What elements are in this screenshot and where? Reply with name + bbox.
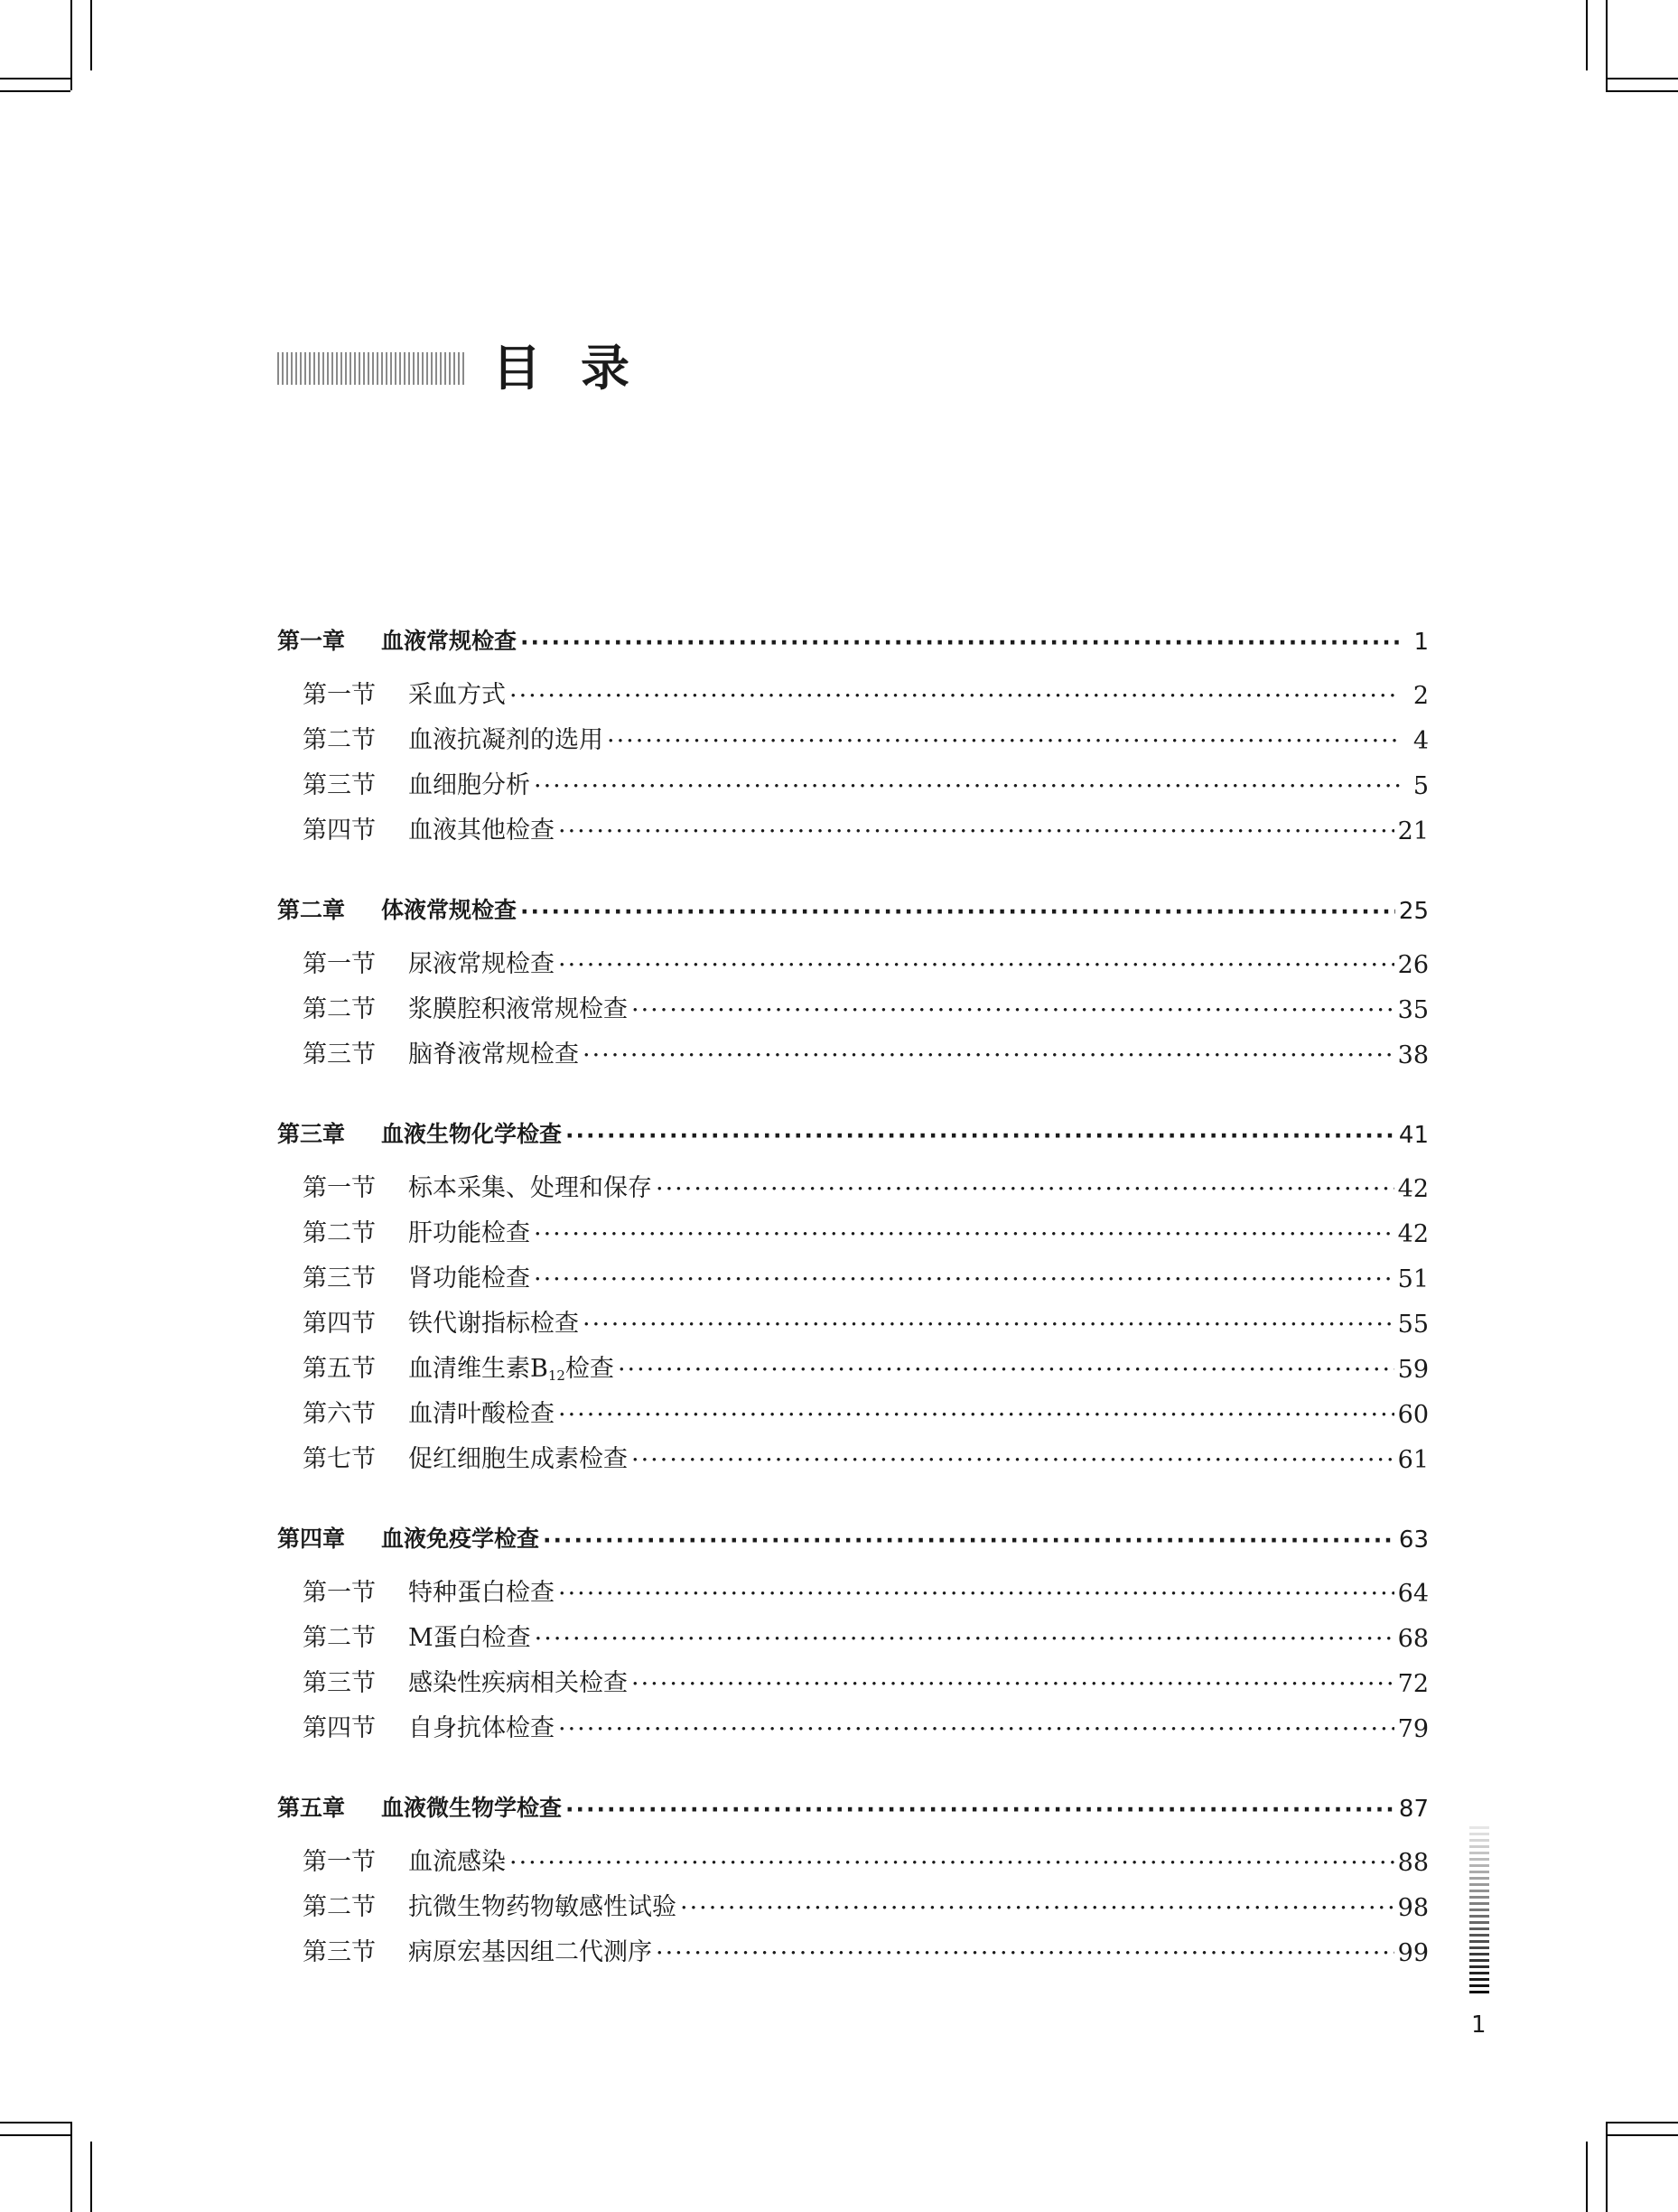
section-number: 第一节 xyxy=(303,1579,376,1607)
section-entry[interactable] xyxy=(277,1563,1429,1608)
chapter-entry[interactable] xyxy=(277,1510,1429,1554)
section-title xyxy=(408,720,603,755)
section-number: 第二节 xyxy=(303,1893,376,1921)
crop-mark xyxy=(1606,78,1678,79)
section-number: 第二节 xyxy=(303,1624,376,1652)
side-bar-line xyxy=(1469,1826,1489,1829)
section-entry[interactable] xyxy=(277,1339,1429,1384)
crop-mark xyxy=(1606,2122,1678,2123)
section-entry[interactable] xyxy=(277,755,1429,800)
section-page: 99 xyxy=(1397,1939,1429,1967)
section-entry[interactable] xyxy=(277,665,1429,710)
side-bar-line xyxy=(1469,1902,1489,1905)
chapter-title: 血液常规检查 xyxy=(381,628,517,654)
side-bar-line xyxy=(1469,1833,1489,1835)
chapter-entry[interactable] xyxy=(277,882,1429,925)
leader-dots xyxy=(583,1041,1394,1069)
section-number: 第三节 xyxy=(303,1265,376,1293)
section-page: 64 xyxy=(1397,1580,1429,1608)
section-number: 第六节 xyxy=(303,1400,376,1428)
section-page: 79 xyxy=(1397,1715,1429,1743)
crop-mark xyxy=(0,2134,70,2136)
chapter-block xyxy=(277,1106,1429,1474)
crop-mark xyxy=(0,78,70,79)
side-bar-line xyxy=(1469,1915,1489,1918)
section-entry[interactable] xyxy=(277,934,1429,979)
section-entry[interactable] xyxy=(277,979,1429,1024)
section-entry[interactable] xyxy=(277,1877,1429,1922)
leader-dots xyxy=(558,1714,1394,1743)
section-entry[interactable] xyxy=(277,1384,1429,1429)
section-number: 第二节 xyxy=(303,1219,376,1247)
section-title xyxy=(408,1168,652,1203)
crop-mark xyxy=(0,90,70,92)
leader-dots xyxy=(631,995,1394,1024)
leader-dots xyxy=(583,1310,1394,1339)
chapter-entry[interactable] xyxy=(277,1779,1429,1823)
section-page: 38 xyxy=(1397,1041,1429,1069)
section-page: 72 xyxy=(1397,1670,1429,1698)
crop-mark xyxy=(90,0,92,70)
section-number: 第一节 xyxy=(303,950,376,978)
section-number: 第四节 xyxy=(303,817,376,845)
section-title-text: 特种蛋白检查 xyxy=(408,1579,555,1607)
side-bar-line xyxy=(1469,1921,1489,1924)
section-number: 第三节 xyxy=(303,1041,376,1069)
section-page: 42 xyxy=(1397,1175,1429,1203)
section-title xyxy=(408,1573,555,1608)
leader-dots xyxy=(607,726,1400,755)
section-title-text: 自身抗体检查 xyxy=(408,1714,555,1742)
section-entry[interactable] xyxy=(277,800,1429,845)
section-page: 61 xyxy=(1397,1446,1429,1474)
leader-dots xyxy=(543,1526,1395,1554)
crop-mark xyxy=(1606,2134,1678,2136)
side-bar-line xyxy=(1469,1871,1489,1873)
leader-dots xyxy=(558,1579,1394,1608)
table-of-contents xyxy=(277,612,1429,2003)
section-page: 21 xyxy=(1397,817,1429,845)
section-number: 第三节 xyxy=(303,771,376,799)
section-page: 88 xyxy=(1397,1849,1429,1877)
section-title xyxy=(408,810,555,845)
side-bar-line xyxy=(1469,1896,1489,1899)
leader-dots xyxy=(534,1265,1394,1293)
section-title-text: 感染性疾病相关检查 xyxy=(408,1669,628,1697)
crop-mark xyxy=(1606,2122,1608,2212)
chapter-page: 1 xyxy=(1413,629,1429,656)
section-title-text: 促红细胞生成素检查 xyxy=(408,1445,628,1473)
title-stripe-decoration xyxy=(277,352,467,385)
leader-dots xyxy=(618,1355,1394,1384)
side-bar-line xyxy=(1469,1839,1489,1842)
leader-dots xyxy=(558,950,1394,979)
leader-dots xyxy=(509,1848,1394,1877)
leader-dots xyxy=(656,1174,1394,1203)
leader-dots xyxy=(520,898,1395,925)
section-entry[interactable] xyxy=(277,1922,1429,1967)
section-entry[interactable] xyxy=(277,1293,1429,1339)
section-number: 第一节 xyxy=(303,1174,376,1202)
section-title xyxy=(408,675,506,710)
section-page: 2 xyxy=(1412,682,1429,710)
section-page: 68 xyxy=(1397,1625,1429,1653)
side-bar-line xyxy=(1469,1940,1489,1943)
leader-dots xyxy=(565,1796,1395,1823)
section-title xyxy=(408,765,530,800)
section-entry[interactable] xyxy=(277,1024,1429,1069)
section-title-text: 病原宏基因组二代测序 xyxy=(408,1938,652,1966)
section-entry[interactable] xyxy=(277,710,1429,755)
chapter-number: 第四章 xyxy=(277,1526,346,1552)
section-number: 第一节 xyxy=(303,681,376,709)
chapter-page: 87 xyxy=(1398,1796,1429,1823)
side-bar-line xyxy=(1469,1984,1489,1987)
section-title-text: 肝功能检查 xyxy=(408,1219,530,1247)
section-title-text: M蛋白检查 xyxy=(408,1624,531,1652)
side-bar-line xyxy=(1469,1877,1489,1880)
section-title xyxy=(408,1708,555,1743)
section-entry[interactable] xyxy=(277,1832,1429,1877)
section-number: 第二节 xyxy=(303,995,376,1023)
section-title-text: 标本采集、处理和保存 xyxy=(408,1174,652,1202)
leader-dots xyxy=(631,1669,1394,1698)
section-number: 第七节 xyxy=(303,1445,376,1473)
leader-dots xyxy=(565,1122,1395,1149)
side-bar-line xyxy=(1469,1959,1489,1962)
section-title-text: 浆膜腔积液常规检查 xyxy=(408,995,628,1023)
section-entry[interactable] xyxy=(277,1158,1429,1203)
leader-dots xyxy=(631,1445,1394,1474)
chapter-number: 第一章 xyxy=(277,628,346,654)
chapter-number: 第二章 xyxy=(277,897,346,923)
section-title-text: 血流感染 xyxy=(408,1848,506,1876)
section-title xyxy=(408,1349,614,1384)
section-number: 第四节 xyxy=(303,1310,376,1338)
chapter-page: 41 xyxy=(1398,1122,1429,1149)
chapter-title: 血液微生物学检查 xyxy=(381,1795,563,1821)
section-title xyxy=(408,1887,676,1922)
chapter-title: 体液常规检查 xyxy=(381,897,517,923)
section-title-text: 血液抗凝剂的选用 xyxy=(408,726,603,754)
crop-mark xyxy=(70,0,72,90)
section-title-suffix: 检查 xyxy=(564,1355,614,1383)
section-page: 55 xyxy=(1397,1311,1429,1339)
section-number: 第三节 xyxy=(303,1938,376,1966)
crop-mark xyxy=(1606,90,1678,92)
side-bar-line xyxy=(1469,1972,1489,1974)
section-page: 42 xyxy=(1397,1220,1429,1248)
section-title xyxy=(408,1663,628,1698)
section-title-text: 血细胞分析 xyxy=(408,771,530,799)
section-entry[interactable] xyxy=(277,1653,1429,1698)
leader-dots xyxy=(558,1400,1394,1429)
chapter-block xyxy=(277,612,1429,845)
section-title-text: 血液其他检查 xyxy=(408,817,555,845)
section-page: 35 xyxy=(1397,996,1429,1024)
side-bar-line xyxy=(1469,1946,1489,1949)
chapter-entry[interactable] xyxy=(277,612,1429,656)
section-title-subscript: 12 xyxy=(547,1367,565,1384)
crop-mark xyxy=(1586,2142,1588,2212)
leader-dots xyxy=(680,1893,1394,1922)
section-title xyxy=(408,944,555,979)
leader-dots xyxy=(509,681,1400,710)
section-title xyxy=(408,1213,530,1248)
side-bar-line xyxy=(1469,1858,1489,1861)
section-number: 第二节 xyxy=(303,726,376,754)
chapter-block xyxy=(277,1779,1429,1967)
chapter-number: 第五章 xyxy=(277,1795,346,1821)
section-page: 98 xyxy=(1397,1894,1429,1922)
section-title-text: 尿液常规检查 xyxy=(408,950,555,978)
section-number: 第一节 xyxy=(303,1848,376,1876)
section-title-text: 血清叶酸检查 xyxy=(408,1400,555,1428)
section-number: 第五节 xyxy=(303,1355,376,1383)
page-title: 目录 xyxy=(492,340,669,397)
crop-mark xyxy=(0,2122,70,2123)
chapter-page: 25 xyxy=(1398,898,1429,925)
section-title xyxy=(408,1932,652,1967)
side-bar-line xyxy=(1469,1864,1489,1867)
section-page: 5 xyxy=(1412,772,1429,800)
section-entry[interactable] xyxy=(277,1203,1429,1248)
section-title-text: 抗微生物药物敏感性试验 xyxy=(408,1893,676,1921)
section-title-text: 脑脊液常规检查 xyxy=(408,1041,579,1069)
leader-dots xyxy=(534,1219,1394,1248)
crop-mark xyxy=(70,2122,72,2212)
side-bar-line xyxy=(1469,1965,1489,1968)
section-title-text: 血清维生素B xyxy=(408,1355,548,1383)
side-bar-line xyxy=(1469,1852,1489,1854)
section-title xyxy=(408,1258,530,1293)
section-number: 第四节 xyxy=(303,1714,376,1742)
section-entry[interactable] xyxy=(277,1608,1429,1653)
side-bar-line xyxy=(1469,1883,1489,1886)
section-entry[interactable] xyxy=(277,1698,1429,1743)
section-title xyxy=(408,1842,506,1877)
section-title xyxy=(408,1439,628,1474)
leader-dots xyxy=(534,771,1400,800)
section-title xyxy=(408,1034,579,1069)
side-bar-line xyxy=(1469,1934,1489,1937)
side-bar-line xyxy=(1469,1978,1489,1981)
section-title xyxy=(408,1394,555,1429)
section-entry[interactable] xyxy=(277,1429,1429,1474)
crop-mark xyxy=(1586,0,1588,70)
leader-dots xyxy=(520,629,1400,656)
section-page: 51 xyxy=(1397,1265,1429,1293)
side-bar-line xyxy=(1469,1909,1489,1911)
side-bar-line xyxy=(1469,1845,1489,1848)
section-title xyxy=(408,989,628,1024)
leader-dots xyxy=(558,817,1394,845)
section-title xyxy=(408,1303,579,1339)
chapter-number: 第三章 xyxy=(277,1121,346,1147)
chapter-title: 血液生物化学检查 xyxy=(381,1121,563,1147)
crop-mark xyxy=(90,2142,92,2212)
section-page: 4 xyxy=(1412,727,1429,755)
page-number: 1 xyxy=(1471,2011,1487,2039)
leader-dots xyxy=(535,1624,1394,1653)
section-title-text: 铁代谢指标检查 xyxy=(408,1310,579,1338)
section-title-text: 采血方式 xyxy=(408,681,506,709)
side-bar-line xyxy=(1469,1991,1489,1993)
section-entry[interactable] xyxy=(277,1248,1429,1293)
leader-dots xyxy=(656,1938,1394,1967)
chapter-entry[interactable] xyxy=(277,1106,1429,1149)
section-page: 60 xyxy=(1397,1401,1429,1429)
section-page: 59 xyxy=(1397,1356,1429,1384)
section-page: 26 xyxy=(1397,951,1429,979)
chapter-block xyxy=(277,1510,1429,1743)
side-bar-line xyxy=(1469,1953,1489,1955)
section-title-text: 肾功能检查 xyxy=(408,1265,530,1293)
side-bar-line xyxy=(1469,1927,1489,1930)
section-title xyxy=(408,1618,531,1653)
section-number: 第三节 xyxy=(303,1669,376,1697)
side-tab-bars xyxy=(1469,1826,1489,1998)
side-bar-line xyxy=(1469,1890,1489,1892)
chapter-title: 血液免疫学检查 xyxy=(381,1526,540,1552)
chapter-block xyxy=(277,882,1429,1069)
crop-mark xyxy=(1606,0,1608,90)
chapter-page: 63 xyxy=(1398,1526,1429,1554)
